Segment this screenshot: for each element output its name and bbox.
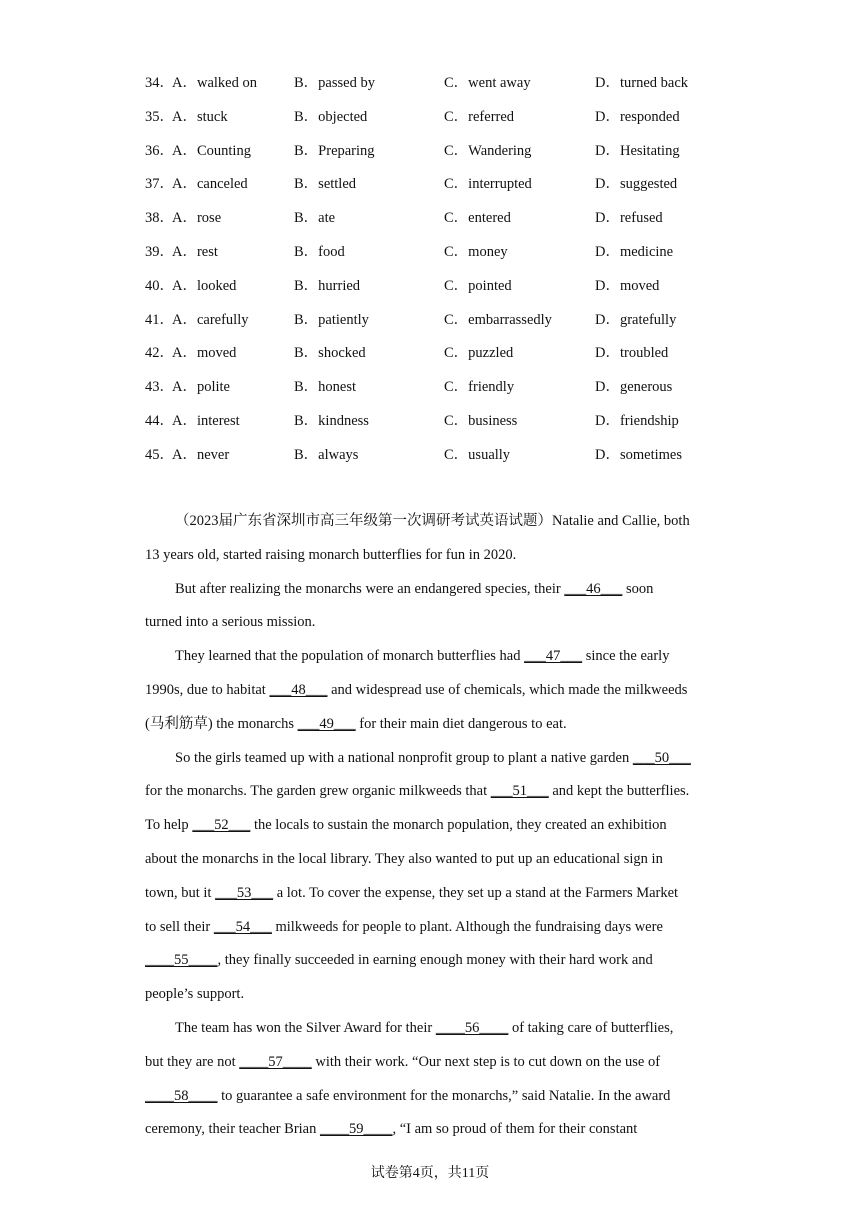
- option-d: D．gratefully: [595, 311, 677, 328]
- passage: [145, 510, 725, 1152]
- question-number: 39．: [145, 243, 174, 260]
- option-d: D．refused: [595, 210, 663, 227]
- passage-text: for the monarchs. The garden grew organic milkweeds that: [145, 783, 491, 800]
- page-footer: 试卷第4页，共11页: [370, 1166, 490, 1181]
- question-number: 38．: [145, 210, 174, 227]
- passage-text: with their work. “Our next step is to cut down on the use of: [311, 1053, 661, 1070]
- question-number: 36．: [145, 142, 174, 159]
- option-c: C．went away: [444, 75, 531, 91]
- passage-text: the locals to sustain the monarch population, they created an exhibition: [250, 817, 667, 834]
- option-d: D．suggested: [595, 176, 678, 193]
- option-a: A．moved: [172, 345, 237, 362]
- option-d: D．generous: [595, 379, 673, 396]
- blank-53: ___53___: [215, 884, 274, 901]
- passage-text: soon: [622, 580, 654, 597]
- question-number: 42．: [145, 345, 174, 362]
- passage-line: [145, 578, 725, 612]
- question-row: [145, 72, 745, 106]
- option-c: C．entered: [444, 210, 511, 227]
- passage-text: To help: [145, 817, 193, 834]
- passage-text: for their main diet dangerous to eat.: [355, 715, 567, 732]
- option-c: C．usually: [444, 446, 511, 463]
- option-b: B．settled: [294, 176, 357, 193]
- option-a: A．stuck: [172, 108, 228, 125]
- passage-text: but they are not: [145, 1053, 240, 1070]
- question-row: [145, 444, 745, 478]
- passage-text: , “I am so proud of them for their constant: [392, 1121, 638, 1138]
- option-a: A．interest: [172, 412, 240, 429]
- passage-text: of taking care of butterflies,: [508, 1019, 674, 1036]
- question-row: [145, 342, 745, 376]
- question-number: 34．: [145, 75, 174, 91]
- passage-text: about the monarchs in the local library. They also wanted to put up an educational sign in: [145, 850, 663, 867]
- passage-text: ceremony, their teacher Brian: [145, 1121, 320, 1138]
- passage-text: town, but it: [145, 884, 216, 901]
- passage-line: [145, 510, 725, 544]
- passage-line: [145, 949, 725, 983]
- option-b: B．passed by: [294, 75, 375, 91]
- option-c: C．business: [444, 412, 518, 429]
- option-c: C．referred: [444, 108, 515, 125]
- option-c: C．money: [444, 243, 508, 260]
- option-a: A．canceled: [172, 176, 248, 193]
- passage-text: people’s support.: [145, 986, 245, 1003]
- question-number: 37．: [145, 176, 174, 193]
- option-d: D．medicine: [595, 243, 674, 260]
- option-a: A．rose: [172, 210, 222, 227]
- option-b: B．objected: [294, 108, 368, 125]
- question-number: 45．: [145, 446, 174, 463]
- passage-text: milkweeds for people to plant. Although the fundraising days were: [271, 918, 663, 935]
- passage-text: （2023届广东省深圳市高三年级第一次调研考试英语试题）Natalie and Callie, both: [175, 513, 690, 529]
- passage-text: They learned that the population of monarch butterflies had: [175, 648, 525, 665]
- passage-text: The team has won the Silver Award for their: [175, 1019, 436, 1036]
- option-b: B．ate: [294, 210, 336, 227]
- question-row: [145, 410, 745, 444]
- question-number: 43．: [145, 379, 174, 396]
- passage-text: , they finally succeeded in earning enough money with their hard work and: [217, 952, 653, 969]
- passage-text: to guarantee a safe environment for the monarchs,” said Natalie. In the award: [217, 1087, 671, 1104]
- option-b: B．food: [294, 243, 345, 260]
- option-c: C．Wandering: [444, 142, 532, 159]
- option-d: D．Hesitating: [595, 142, 680, 159]
- passage-line: [145, 848, 725, 882]
- blank-51: ___51___: [490, 783, 549, 800]
- passage-line: [145, 645, 725, 679]
- blank-47: ___47___: [524, 648, 583, 665]
- passage-line: [145, 780, 725, 814]
- passage-text: (马利筋草) the monarchs: [145, 715, 298, 732]
- blank-54: ___54___: [213, 918, 272, 935]
- question-row: [145, 275, 745, 309]
- passage-line: [145, 611, 725, 645]
- blank-58: ____58____: [145, 1087, 218, 1104]
- question-row: [145, 140, 745, 174]
- passage-text: 13 years old, started raising monarch butterflies for fun in 2020.: [145, 546, 517, 563]
- passage-line: [145, 882, 725, 916]
- blank-55: ____55____: [145, 952, 218, 969]
- option-b: B．always: [294, 446, 359, 463]
- question-number: 40．: [145, 277, 174, 294]
- option-d: D．turned back: [595, 75, 689, 91]
- option-c: C．pointed: [444, 277, 512, 294]
- option-d: D．friendship: [595, 412, 679, 429]
- question-number: 41．: [145, 311, 174, 328]
- blank-48: ___48___: [269, 681, 328, 698]
- option-b: B．honest: [294, 379, 357, 396]
- blank-52: ___52___: [192, 817, 251, 834]
- option-d: D．moved: [595, 277, 660, 294]
- passage-text: to sell their: [145, 918, 214, 935]
- passage-line: [145, 544, 725, 578]
- option-c: C．interrupted: [444, 176, 532, 193]
- question-number: 44．: [145, 412, 174, 429]
- option-b: B．Preparing: [294, 142, 375, 159]
- blank-50: ___50___: [632, 749, 691, 766]
- option-a: A．rest: [172, 243, 218, 260]
- passage-text: and kept the butterflies.: [548, 783, 690, 800]
- passage-text: turned into a serious mission.: [145, 614, 316, 631]
- option-b: B．kindness: [294, 412, 369, 429]
- passage-text: 1990s, due to habitat: [145, 681, 270, 698]
- option-c: C．puzzled: [444, 345, 514, 362]
- passage-text: and widespread use of chemicals, which made the milkweeds: [327, 681, 688, 698]
- question-row: [145, 241, 745, 275]
- question-row: [145, 207, 745, 241]
- question-row: [145, 376, 745, 410]
- option-a: A．never: [172, 446, 230, 463]
- passage-line: [145, 747, 725, 781]
- option-d: D．troubled: [595, 345, 669, 362]
- passage-line: [145, 679, 725, 713]
- passage-line: [145, 1017, 725, 1051]
- passage-text: But after realizing the monarchs were an endangered species, their: [175, 580, 565, 597]
- passage-text: since the early: [582, 648, 670, 665]
- passage-line: [145, 713, 725, 747]
- options-table: [145, 72, 745, 478]
- blank-57: ____57____: [239, 1053, 312, 1070]
- passage-line: [145, 1085, 725, 1119]
- question-row: [145, 106, 745, 140]
- option-c: C．embarrassedly: [444, 311, 552, 328]
- question-row: [145, 309, 745, 343]
- passage-text: a lot. To cover the expense, they set up a stand at the Farmers Market: [273, 884, 679, 901]
- passage-line: [145, 1051, 725, 1085]
- option-b: B．hurried: [294, 277, 361, 294]
- option-a: A．walked on: [172, 75, 257, 91]
- blank-49: ___49___: [297, 715, 356, 732]
- option-d: D．sometimes: [595, 446, 682, 463]
- option-d: D．responded: [595, 108, 680, 125]
- option-a: A．looked: [172, 277, 237, 294]
- option-a: A．polite: [172, 379, 230, 396]
- option-b: B．shocked: [294, 345, 366, 362]
- question-number: 35．: [145, 108, 174, 125]
- option-b: B．patiently: [294, 311, 369, 328]
- option-a: A．carefully: [172, 311, 249, 328]
- passage-line: [145, 983, 725, 1017]
- blank-56: ____56____: [435, 1019, 509, 1036]
- passage-line: [145, 1118, 725, 1152]
- passage-text: So the girls teamed up with a national nonprofit group to plant a native garden: [175, 749, 633, 766]
- question-row: [145, 173, 745, 207]
- option-c: C．friendly: [444, 379, 515, 396]
- blank-59: ____59____: [319, 1121, 393, 1138]
- passage-line: [145, 916, 725, 950]
- option-a: A．Counting: [172, 142, 251, 159]
- passage-line: [145, 814, 725, 848]
- blank-46: ___46___: [564, 580, 623, 597]
